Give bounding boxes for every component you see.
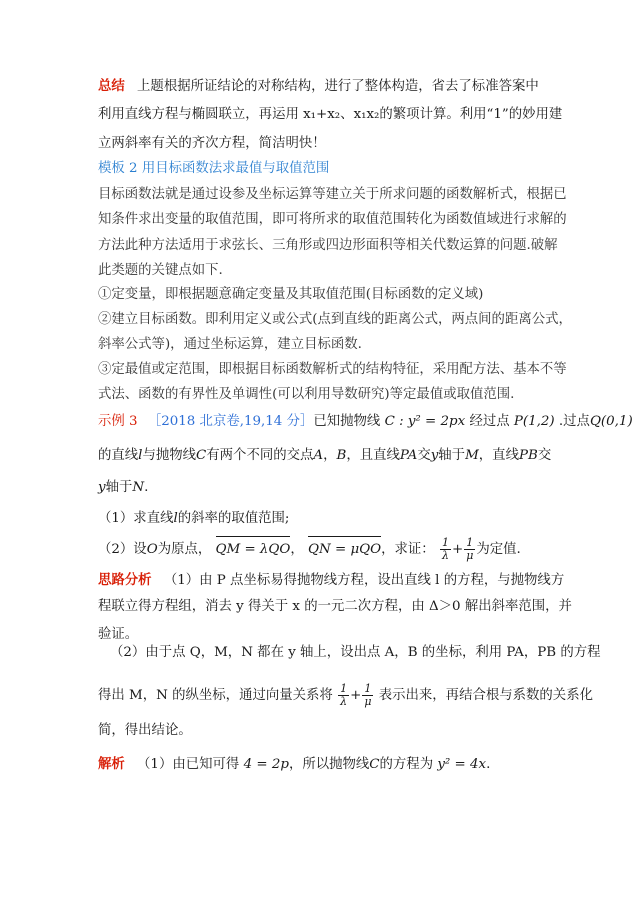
example-label: 示例 3: [98, 414, 138, 429]
analysis-line-6: 简，得出结论。: [98, 723, 192, 738]
example-source: ［2018 北京卷,19,14 分］: [147, 414, 314, 429]
question-1: （1）求直线l的斜率的取值范围;: [98, 511, 290, 526]
template-step-3b: 式法、函数的有界性及单调性(可以利用导数研究)等定最值或取值范围.: [98, 387, 515, 402]
summary-line-2: 利用直线方程与椭圆联立，再运用 x₁+x₂、x₁x₂的繁项计算。利用“1”的妙用建: [98, 107, 563, 122]
analysis-label: 思路分析: [98, 572, 152, 588]
analysis-line-3: 验证。: [98, 627, 139, 642]
analysis-line-2: 程联立得方程组，消去 y 得关于 x 的一元二次方程，由 Δ＞0 解出斜率范围，并: [98, 599, 572, 614]
example-line-1: 示例 3 ［2018 北京卷,19,14 分］已知抛物线 C : y² = 2px 经过点 P(1,2) .过点Q(0,1): [98, 414, 633, 429]
template-step-1: ①定变量，即根据题意确定变量及其取值范围(目标函数的定义域): [98, 287, 484, 302]
template-step-2a: ②建立目标函数。即利用定义或公式(点到直线的距离公式，两点间的距离公式，: [98, 312, 572, 327]
example-line-3: y轴于N.: [98, 480, 149, 495]
analysis-line-5: 得出 M，N 的纵坐标，通过向量关系将 $\frac{1}{\lambda}$ + $\frac{1}{\mu}$ 表示出来，再结合根与系数的关系化: [98, 682, 593, 708]
summary-label: 总结: [98, 78, 125, 94]
point-q: Q(0,1): [589, 414, 633, 429]
template-step-2b: 斜率公式等)，通过坐标运算，建立目标函数.: [98, 337, 362, 352]
template-paragraph-1: 目标函数法就是通过设参及坐标运算等建立关于所求问题的函数解析式，根据已: [98, 187, 567, 202]
template-step-3a: ③定最值或定范围，即根据目标函数解析式的结构特征，采用配方法、基本不等: [98, 362, 567, 377]
point-p: P(1,2): [513, 414, 555, 429]
template-paragraph-4: 此类题的关键点如下.: [98, 263, 223, 278]
question-2: （2）设O为原点， QM = λQO， QN = μQO，求证： $\frac{1}{\lambda}$ + $\frac{1}{\mu}$ 为定值.: [98, 536, 521, 562]
solution-line-1: 解析 （1）由已知可得 4 = 2p，所以抛物线C的方程为 y² = 4x.: [98, 756, 491, 772]
summary-line-3: 立两斜率有关的齐次方程，简洁明快！: [98, 136, 326, 151]
solution-label: 解析: [98, 756, 125, 772]
fraction-one-over-mu: $\frac{1}{\mu}$: [466, 536, 474, 562]
template-title: 模板 2 用目标函数法求最值与取值范围: [98, 161, 330, 176]
parabola-equation: C : y² = 2px: [384, 414, 466, 429]
fraction-sum: $\frac{1}{\lambda}$: [340, 682, 348, 708]
vector-equation-1: QM = λQO: [216, 539, 291, 561]
summary-line-1: 总结 上题根据所证结论的对称结构，进行了整体构造，省去了标准答案中: [98, 78, 539, 94]
vector-equation-2: QN = μQO: [308, 539, 381, 561]
analysis-line-4: （2）由于点 Q，M，N 都在 y 轴上，设出点 A，B 的坐标，利用 PA，PB 的方程: [110, 645, 601, 660]
template-paragraph-3: 方法此种方法适用于求弦长、三角形或四边形面积等相关代数运算的问题.破解: [98, 238, 558, 253]
template-paragraph-2: 知条件求出变量的取值范围，即可将所求的取值范围转化为函数值域进行求解的: [98, 212, 567, 227]
example-line-2: 的直线l与抛物线C有两个不同的交点A，B，且直线PA交y轴于M，直线PB交: [98, 448, 552, 463]
analysis-line-1: 思路分析 （1）由 P 点坐标易得抛物线方程，设出直线 l 的方程，与抛物线方: [98, 572, 565, 588]
fraction-one-over-lambda: $\frac{1}{\lambda}$: [441, 536, 449, 562]
